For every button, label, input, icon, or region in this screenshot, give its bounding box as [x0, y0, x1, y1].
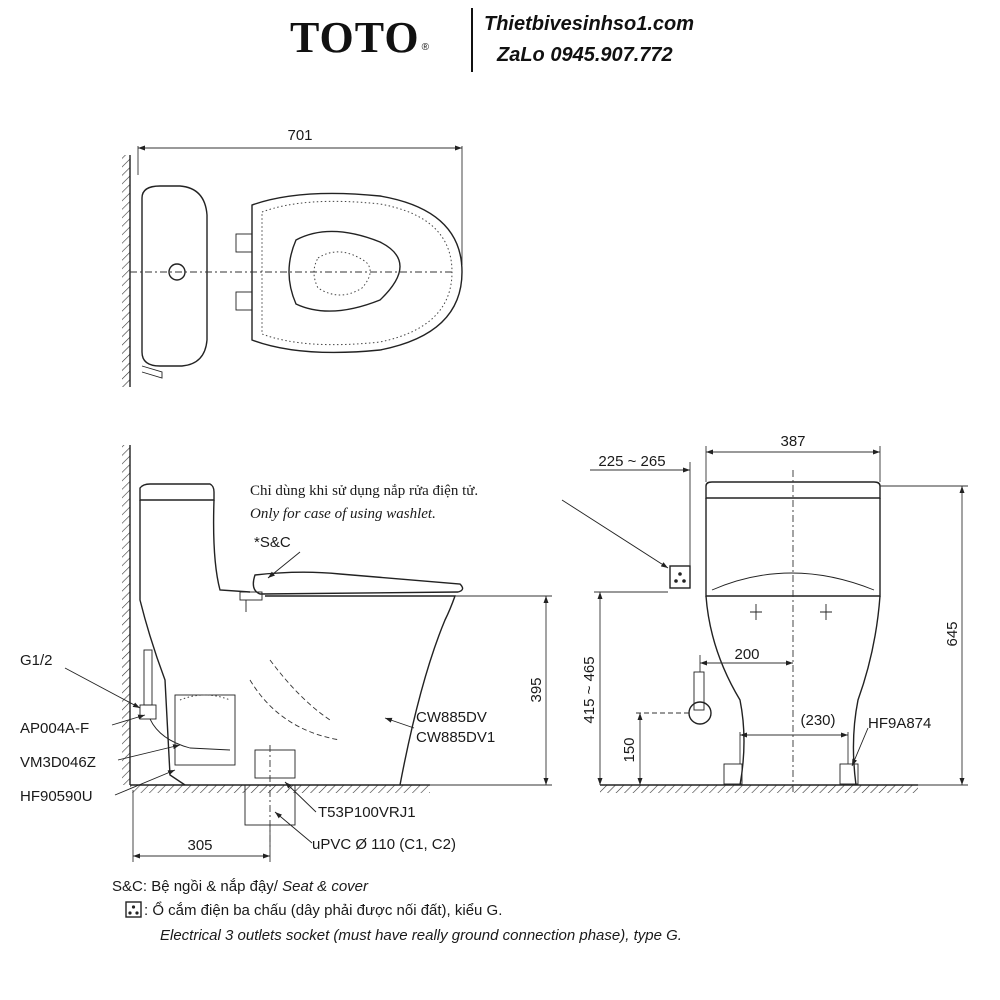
- side-seat: [253, 572, 462, 594]
- dim-230: (230): [800, 712, 836, 729]
- legend-sc-en: Seat & cover: [282, 878, 369, 895]
- top-bowl-opening: [289, 231, 400, 311]
- side-bowl-front: [265, 596, 455, 785]
- side-floor-hatch: [130, 785, 430, 793]
- side-hose: [150, 719, 230, 750]
- top-bracket: [142, 366, 162, 378]
- leader-model: [385, 718, 414, 728]
- front-socket-pin-2: [674, 579, 678, 583]
- dim-225-265: 225 ~ 265: [598, 453, 666, 470]
- label-ap004af: AP004A-F: [20, 720, 90, 737]
- website-text: Thietbivesinhso1.com: [484, 13, 695, 35]
- note-en: Only for case of using washlet.: [250, 506, 436, 522]
- front-bolt-left: [724, 764, 742, 784]
- dim-415-465: 415 ~ 465: [581, 656, 598, 724]
- front-stop-valve: [689, 702, 711, 724]
- label-hf90590u: HF90590U: [20, 788, 93, 805]
- top-tank: [142, 186, 207, 366]
- dim-645: 645: [944, 621, 961, 647]
- note-vi: Chỉ dùng khi sử dụng nắp rửa điện tử.: [250, 483, 479, 499]
- top-view: [122, 127, 462, 387]
- side-stop-valve: [140, 705, 156, 719]
- top-seat-dotted: [262, 201, 452, 344]
- contact-text: ZaLo 0945.907.772: [497, 44, 673, 66]
- side-tank-front: [214, 500, 250, 592]
- front-bowl-left: [706, 596, 744, 785]
- side-flange-dots: [180, 695, 230, 700]
- front-floor-hatch: [600, 785, 918, 793]
- dim-200: 200: [734, 646, 760, 663]
- top-seat-outer: [252, 193, 462, 352]
- legend-sc-line: [112, 878, 369, 895]
- leader-upvc: [275, 812, 312, 843]
- side-flange-box: [175, 695, 235, 765]
- label-cw885dv: CW885DV: [416, 709, 487, 726]
- top-hinge-upper: [236, 234, 252, 252]
- label-upvc: uPVC Ø 110 (C1, C2): [312, 836, 456, 853]
- side-trapway-1: [270, 660, 330, 720]
- side-outlet-elbow: [255, 750, 295, 778]
- side-tank-lid: [140, 484, 214, 500]
- registered-mark: ®: [421, 42, 430, 53]
- label-sc: *S&C: [254, 534, 291, 551]
- socket-symbol-icon: [126, 902, 141, 917]
- leader-socket: [562, 500, 668, 568]
- front-view: [562, 433, 968, 793]
- leader-sc: [268, 552, 300, 578]
- label-g12: G1/2: [20, 652, 53, 669]
- brand-text: TOTO: [290, 13, 420, 62]
- label-cw885dv1: CW885DV1: [416, 729, 496, 746]
- label-hf9a874: HF9A874: [868, 715, 932, 732]
- dim-395: 395: [528, 677, 545, 703]
- front-fitting-left: [750, 604, 762, 620]
- side-wall-hatch: [122, 445, 130, 785]
- legend-socket-en: Electrical 3 outlets socket (must have really ground connection phase), type G.: [160, 927, 682, 944]
- legend-sc-vi: Bệ ngồi & nắp đậy/: [151, 878, 278, 895]
- dim-150: 150: [621, 737, 638, 763]
- socket-symbol-pin-2: [128, 911, 131, 914]
- label-t53p100vrj1: T53P100VRJ1: [318, 804, 416, 821]
- side-tank-back: [140, 500, 185, 785]
- front-socket-pin-3: [682, 579, 686, 583]
- legend-socket-vi: : Ổ cắm điện ba chấu (dây phải được nối đất), kiểu G.: [144, 902, 503, 919]
- dim-387: 387: [780, 433, 806, 450]
- side-supply-pipe: [144, 650, 152, 705]
- front-socket: [670, 566, 690, 588]
- label-vm3d046z: VM3D046Z: [20, 754, 96, 771]
- dim-701: 701: [287, 127, 313, 144]
- front-supply-pipe: [694, 672, 704, 710]
- front-fitting-right: [820, 604, 832, 620]
- socket-symbol-pin-1: [132, 905, 135, 908]
- front-socket-pin-1: [678, 572, 682, 576]
- socket-symbol-pin-3: [135, 911, 138, 914]
- side-trapway-2: [250, 680, 340, 740]
- legend: [112, 878, 682, 944]
- legend-sc-prefix: S&C:: [112, 878, 148, 895]
- front-bowl-right: [853, 596, 880, 785]
- dim-305: 305: [187, 837, 213, 854]
- top-bowl-inner: [314, 252, 370, 295]
- side-view: [20, 445, 552, 862]
- top-wall-hatch: [122, 155, 130, 387]
- top-hinge-lower: [236, 292, 252, 310]
